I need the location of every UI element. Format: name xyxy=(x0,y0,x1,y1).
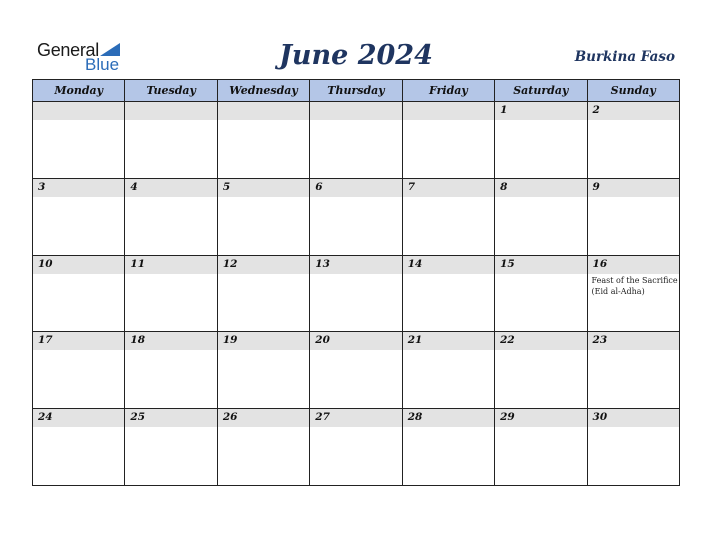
country-name: Burkina Faso xyxy=(574,49,675,65)
day-cell xyxy=(403,256,495,332)
day-number: 29 xyxy=(500,411,515,424)
day-number: 11 xyxy=(130,257,146,270)
holiday-subname: (Eid al-Adha) xyxy=(591,286,645,296)
logo-text-blue: Blue xyxy=(85,55,120,74)
day-cell xyxy=(310,409,402,485)
day-cell xyxy=(495,179,587,255)
day-cell xyxy=(403,102,495,178)
day-cell xyxy=(495,102,587,178)
day-number: 19 xyxy=(222,334,238,347)
day-cell xyxy=(218,102,310,178)
day-cell xyxy=(310,256,402,332)
weekday-sunday: Sunday xyxy=(610,84,656,97)
calendar-title: June 2024 xyxy=(279,40,433,71)
day-number: 18 xyxy=(130,334,146,347)
day-number: 23 xyxy=(592,334,608,347)
week-row-4 xyxy=(33,332,679,409)
day-cell xyxy=(403,332,495,408)
day-number: 1 xyxy=(500,104,508,116)
week-row-5 xyxy=(33,409,679,485)
day-cell xyxy=(495,256,587,332)
day-cell xyxy=(310,179,402,255)
day-number: 17 xyxy=(38,334,53,347)
day-number: 12 xyxy=(222,257,238,270)
day-number: 13 xyxy=(315,257,330,270)
weekday-tuesday: Tuesday xyxy=(125,80,217,101)
day-cell xyxy=(33,179,125,255)
calendar-grid xyxy=(32,79,680,486)
holiday-note xyxy=(592,275,678,297)
day-cell xyxy=(588,332,679,408)
day-cell xyxy=(125,102,217,178)
day-number: 8 xyxy=(500,180,508,193)
day-cell xyxy=(588,102,679,178)
weekday-wednesday: Wednesday xyxy=(218,80,310,101)
day-number: 22 xyxy=(500,334,515,347)
day-cell xyxy=(33,256,125,332)
day-number: 30 xyxy=(592,411,608,424)
day-cell xyxy=(495,332,587,408)
day-number: 28 xyxy=(407,411,423,424)
day-cell xyxy=(495,409,587,485)
day-number: 24 xyxy=(38,411,53,424)
week-row-2 xyxy=(33,179,679,256)
day-cell xyxy=(33,409,125,485)
week-row-3 xyxy=(33,256,679,333)
day-number: 15 xyxy=(500,257,515,270)
day-cell xyxy=(310,102,402,178)
day-cell xyxy=(125,332,217,408)
day-cell xyxy=(310,332,402,408)
day-number: 9 xyxy=(592,180,600,193)
day-cell xyxy=(125,409,217,485)
week-row-1 xyxy=(33,102,679,179)
weekday-friday: Friday xyxy=(403,80,495,101)
weekday-monday: Monday xyxy=(33,80,125,101)
day-cell xyxy=(218,256,310,332)
day-cell xyxy=(33,332,125,408)
day-cell xyxy=(125,256,217,332)
day-number: 25 xyxy=(130,411,146,424)
day-number: 5 xyxy=(222,180,231,193)
day-cell xyxy=(218,409,310,485)
holiday-name: Feast of the Sacrifice xyxy=(591,275,678,285)
day-number: 3 xyxy=(38,180,46,193)
weekday-saturday: Saturday xyxy=(495,80,587,101)
day-number: 14 xyxy=(407,257,423,270)
day-cell xyxy=(588,256,679,332)
day-cell xyxy=(403,179,495,255)
day-number: 26 xyxy=(222,411,238,424)
day-number: 20 xyxy=(315,334,330,347)
week-rows xyxy=(33,102,679,485)
day-cell xyxy=(403,409,495,485)
day-cell xyxy=(218,179,310,255)
day-number: 10 xyxy=(38,257,53,270)
day-cell xyxy=(588,409,679,485)
weekday-header xyxy=(33,80,679,102)
day-cell xyxy=(218,332,310,408)
weekday-thursday: Thursday xyxy=(310,80,402,101)
day-cell xyxy=(125,179,217,255)
day-number: 4 xyxy=(130,180,138,193)
day-number: 2 xyxy=(592,104,600,116)
day-cell xyxy=(33,102,125,178)
logo-text-general: General xyxy=(37,40,99,60)
day-number: 27 xyxy=(315,411,330,424)
day-cell xyxy=(588,179,679,255)
day-number: 7 xyxy=(407,180,415,193)
day-number: 21 xyxy=(407,334,423,347)
day-number: 6 xyxy=(315,180,323,193)
day-number: 16 xyxy=(592,257,608,270)
